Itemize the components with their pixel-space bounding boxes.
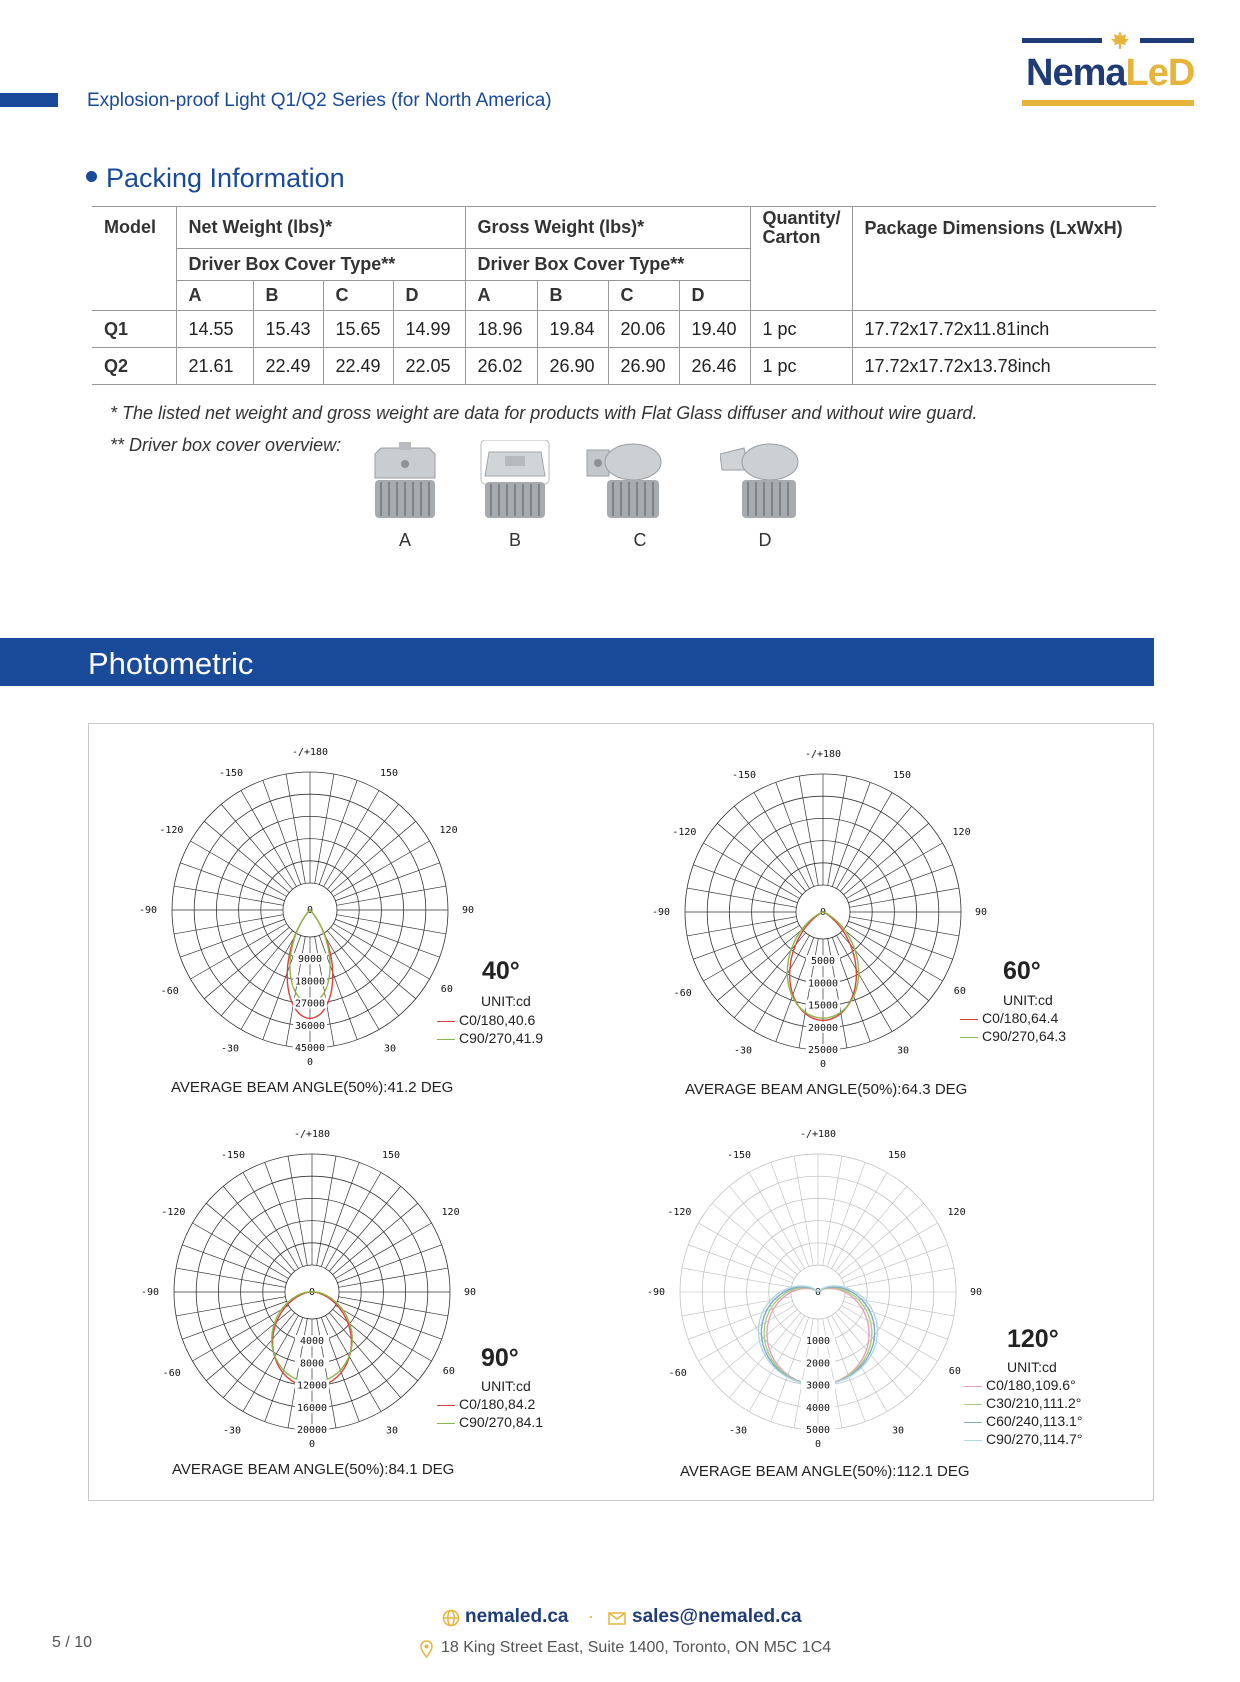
table-row [92,311,1156,348]
ring-value-label: 2000 [805,1358,831,1370]
cell-dims: 17.72x17.72x13.78inch [852,348,1156,385]
polar-spoke [850,917,959,936]
cover-footnote: ** Driver box cover overview: [110,435,342,455]
polar-spoke [843,1301,947,1339]
th-package-dims: Package Dimensions (LxWxH) [852,207,1156,311]
angle-label: -150 [220,1150,246,1162]
angle-label: 120 [441,1207,460,1218]
unit-label: UNIT:cd [1007,1359,1057,1375]
legend-swatch [964,1440,982,1441]
polar-spoke [850,888,959,907]
ring-value-label: 10000 [807,978,839,990]
unit-label: UNIT:cd [1003,992,1053,1008]
angle-label: 60 [440,984,453,995]
page-number: 5 / 10 [52,1634,93,1651]
legend-item: C90/270,114.7° [964,1431,1082,1447]
legend-swatch [437,1021,455,1022]
row-model: Q2 [104,355,129,376]
th-net-weight: Net Weight (lbs)* [176,207,465,249]
th-type-b: B [253,281,323,311]
polar-spoke [319,780,357,884]
polar-spoke [835,1186,906,1271]
ring-value-label: 20000 [807,1022,839,1034]
polar-spoke [339,1268,448,1287]
polar-spoke [844,823,929,894]
angle-label: -30 [733,1045,753,1057]
legend-item: C30/210,111.2° [964,1395,1081,1411]
photometric-title: Photometric [88,646,254,681]
polar-spoke [693,865,797,903]
average-beam-angle: AVERAGE BEAM ANGLE(50%):41.2 DEG [171,1079,454,1096]
legend-swatch [964,1386,982,1387]
polar-spoke [180,863,284,901]
cover-c-image [585,440,665,525]
polar-spoke [221,931,292,1016]
legend-item: C90/270,84.1 [437,1414,543,1430]
th-quantity: Quantity/ Carton [750,207,852,311]
polar-spoke [337,1301,441,1339]
polar-spoke [331,821,416,892]
cover-b-image [475,440,555,525]
ring-value-label: 20000 [296,1425,328,1436]
polar-spoke [839,1203,924,1274]
center-label: 0 [308,1287,316,1298]
angle-label: 120 [952,827,971,838]
polar-spoke [337,886,446,905]
legend-swatch [964,1404,982,1405]
angle-label: 30 [891,1425,905,1437]
center-label: 0 [814,1287,822,1298]
ring-value-label: 45000 [294,1043,326,1054]
beam-angle-title: 60° [1003,957,1041,985]
polar-spoke [223,1186,294,1271]
polar-spoke [776,782,814,886]
polar-spoke [845,1268,954,1287]
angle-label: 150 [381,1150,401,1162]
beam-angle-title: 120° [1007,1325,1059,1353]
cell-gross: 19.40 [679,311,750,348]
angle-label: -30 [220,1043,240,1055]
angle-label: 60 [948,1366,961,1377]
packing-heading: Packing Information [86,163,345,194]
angle-label: 90 [969,1287,983,1298]
angle-label: -60 [162,1368,181,1379]
polar-spoke [206,1309,291,1380]
angle-label: 60 [953,986,966,997]
cell-gross: 18.96 [465,311,537,348]
polar-chart-40 [138,745,475,1070]
th-type-d: D [393,281,465,311]
nemaled-logo [1018,30,1194,106]
polar-spoke [840,806,911,891]
cell-net: 22.05 [393,348,465,385]
ring-value-label: 16000 [296,1402,328,1414]
polar-spoke [337,915,446,934]
polar-spoke [823,1156,842,1265]
angle-label: 0 [819,1059,827,1070]
polar-spoke [206,1203,291,1274]
angle-label: -150 [726,1150,752,1162]
angle-label: -60 [673,988,692,999]
packing-table [92,206,1156,385]
angle-label: 0 [308,1439,316,1450]
polar-spoke [771,1162,809,1266]
cover-c-label: C [633,530,647,550]
average-beam-angle: AVERAGE BEAM ANGLE(50%):112.1 DEG [680,1463,970,1480]
polar-spoke [335,863,439,901]
polar-spoke [174,915,283,934]
globe-icon [442,1609,460,1627]
polar-spoke [335,919,439,957]
polar-spoke [717,823,802,894]
ring-value-label: 27000 [294,998,326,1010]
angle-label: 60 [442,1366,455,1377]
legend-item: C60/240,113.1° [964,1413,1082,1429]
polar-spoke [315,774,334,883]
document-title: Explosion-proof Light Q1/Q2 Series (for North America) [87,90,552,111]
polar-spoke [832,782,870,886]
angle-label: -30 [222,1425,242,1437]
beam-angle-title: 40° [482,957,520,985]
polar-spoke [265,1162,303,1266]
angle-label: 120 [947,1207,966,1218]
ring-value-label: 5000 [810,956,836,968]
legend-item: C0/180,64.4 [960,1010,1058,1026]
angle-label: 0 [814,1439,822,1450]
envelope-icon [608,1612,626,1625]
polar-spoke [794,1156,813,1265]
legend-item: C90/270,41.9 [437,1030,543,1046]
polar-spoke [182,1301,286,1339]
polar-spoke [288,1156,307,1265]
polar-spoke [682,1268,791,1287]
office-address: 18 King Street East, Suite 1400, Toronto, ON M5C 1C4 [441,1639,832,1656]
ring-value-label: 25000 [807,1045,839,1056]
legend-swatch [437,1405,455,1406]
polar-spoke [337,1245,441,1283]
cover-d-label: D [758,530,772,550]
polar-spoke [848,865,952,903]
angle-label: 90 [461,905,475,916]
cell-qty: 1 pc [750,311,852,348]
legend-swatch [960,1019,978,1020]
cell-net: 14.99 [393,311,465,348]
logo-rule-right [1140,38,1194,43]
angle-label: -90 [138,905,158,916]
average-beam-angle: AVERAGE BEAM ANGLE(50%):64.3 DEG [685,1081,968,1098]
polar-spoke [712,1203,797,1274]
angle-label: -150 [731,770,757,782]
angle-label: -120 [672,827,697,838]
angle-label: -30 [728,1425,748,1437]
ring-value-label: 4000 [805,1402,831,1414]
website-link[interactable]: nemaled.ca [465,1606,569,1627]
polar-spoke [221,804,292,889]
th-driver-cover-net: Driver Box Cover Type** [176,249,465,281]
cell-net: 14.55 [176,311,253,348]
cell-net: 15.65 [323,311,393,348]
th-type-c: C [323,281,393,311]
angle-label: 150 [892,770,912,782]
polar-spoke [333,1203,418,1274]
unit-label: UNIT:cd [481,993,531,1009]
polar-spoke [176,1297,285,1316]
polar-spoke [734,806,805,891]
bullet-dot [86,171,97,182]
polar-spoke [321,1162,359,1266]
th-type-a: A [465,281,537,311]
polar-spoke [848,921,952,959]
polar-spoke [286,774,305,883]
cover-b-label: B [508,530,521,550]
angle-label: -60 [668,1368,687,1379]
cover-d-image [720,440,800,525]
angle-label: -120 [667,1207,692,1218]
polar-spoke [223,1313,294,1398]
footer-separator: · [588,1606,594,1626]
average-beam-angle: AVERAGE BEAM ANGLE(50%):84.1 DEG [172,1461,455,1478]
polar-spoke [204,927,289,998]
angle-label: 120 [439,825,458,836]
angle-label: 150 [887,1150,907,1162]
polar-spoke [693,921,797,959]
polar-spoke [712,1309,797,1380]
polar-chart-120 [646,1127,983,1452]
polar-spoke [843,1245,947,1283]
cover-a-image [365,440,445,525]
polar-spoke [827,1162,865,1266]
th-type-a: A [176,281,253,311]
row-model: Q1 [104,318,129,339]
maple-leaf-icon [1110,30,1130,50]
angle-label: -60 [160,986,179,997]
angle-label: 0 [306,1057,314,1068]
polar-spoke [331,927,416,998]
legend-item: C0/180,109.6° [964,1377,1076,1393]
polar-spoke [828,776,847,885]
angle-label: -/+180 [799,1129,837,1140]
th-model: Model [92,207,176,311]
ring-value-label: 8000 [299,1358,325,1370]
polar-spoke [263,780,301,884]
angle-label: 30 [385,1425,399,1437]
angle-label: -150 [218,768,244,780]
th-gross-weight: Gross Weight (lbs)* [465,207,750,249]
legend-item: C0/180,40.6 [437,1012,535,1028]
cell-gross: 26.46 [679,348,750,385]
angle-label: -120 [159,825,184,836]
ring-value-label: 18000 [294,976,326,988]
unit-label: UNIT:cd [481,1378,531,1394]
ring-value-label: 3000 [805,1380,831,1392]
center-label: 0 [306,905,314,916]
polar-spoke [317,1156,336,1265]
polar-spoke [204,821,289,892]
cell-gross: 26.90 [608,348,679,385]
cell-qty: 1 pc [750,348,852,385]
polar-spoke [176,1268,285,1287]
logo-underline [1022,100,1194,106]
angle-label: -/+180 [804,749,842,760]
center-label: 0 [819,907,827,918]
polar-spoke [688,1245,792,1283]
polar-spoke [329,1186,400,1271]
ring-value-label: 1000 [805,1336,831,1348]
polar-spoke [180,919,284,957]
cell-gross: 26.90 [537,348,608,385]
polar-spoke [799,776,818,885]
legend-item: C0/180,84.2 [437,1396,535,1412]
legend-swatch [960,1037,978,1038]
table-row [92,348,1156,385]
cover-a-label: A [398,530,411,550]
polar-spoke [687,917,796,936]
th-driver-cover-gross: Driver Box Cover Type** [465,249,750,281]
ring-value-label: 15000 [807,1000,839,1012]
angle-label: -90 [646,1287,666,1298]
email-link[interactable]: sales@nemaled.ca [632,1606,802,1627]
polar-spoke [687,888,796,907]
angle-label: -/+180 [291,747,329,758]
polar-spoke [688,1301,792,1339]
th-type-b: B [537,281,608,311]
polar-spoke [327,804,398,889]
polar-spoke [327,931,398,1016]
legend-swatch [437,1423,455,1424]
ring-value-label: 9000 [297,954,323,966]
angle-label: 90 [463,1287,477,1298]
polar-spoke [174,886,283,905]
cell-net: 15.43 [253,311,323,348]
weight-footnote: * The listed net weight and gross weight are data for products with Flat Glass diffuser and without wire guard. [110,403,978,423]
logo-rule-left [1022,38,1102,43]
polar-chart-90 [140,1127,477,1452]
polar-spoke [182,1245,286,1283]
location-pin-icon [420,1640,433,1658]
ring-value-label: 4000 [299,1336,325,1348]
angle-label: -120 [161,1207,186,1218]
angle-label: -90 [140,1287,160,1298]
polar-spoke [329,1313,400,1398]
cell-net: 22.49 [253,348,323,385]
beam-angle-title: 90° [481,1344,519,1372]
angle-label: 30 [896,1045,910,1057]
angle-label: -/+180 [293,1129,331,1140]
polar-spoke [839,1309,924,1380]
th-type-d: D [679,281,750,311]
angle-label: 150 [379,768,399,780]
ring-value-label: 36000 [294,1020,326,1032]
th-type-c: C [608,281,679,311]
legend-item: C90/270,64.3 [960,1028,1066,1044]
ring-value-label: 5000 [805,1425,831,1436]
polar-chart-60 [651,747,988,1072]
cell-gross: 26.02 [465,348,537,385]
ring-value-label: 12000 [296,1380,328,1392]
polar-spoke [729,1186,800,1271]
legend-swatch [437,1039,455,1040]
cell-gross: 20.06 [608,311,679,348]
legend-swatch [964,1422,982,1423]
angle-label: -90 [651,907,671,918]
logo-wordmark: NemaLeD [1026,52,1195,94]
header-accent-bar [0,93,58,107]
cell-dims: 17.72x17.72x11.81inch [852,311,1156,348]
cell-gross: 19.84 [537,311,608,348]
angle-label: 90 [974,907,988,918]
polar-spoke [339,1297,448,1316]
polar-spoke [333,1309,418,1380]
cell-net: 21.61 [176,348,253,385]
cell-net: 22.49 [323,348,393,385]
angle-label: 30 [383,1043,397,1055]
